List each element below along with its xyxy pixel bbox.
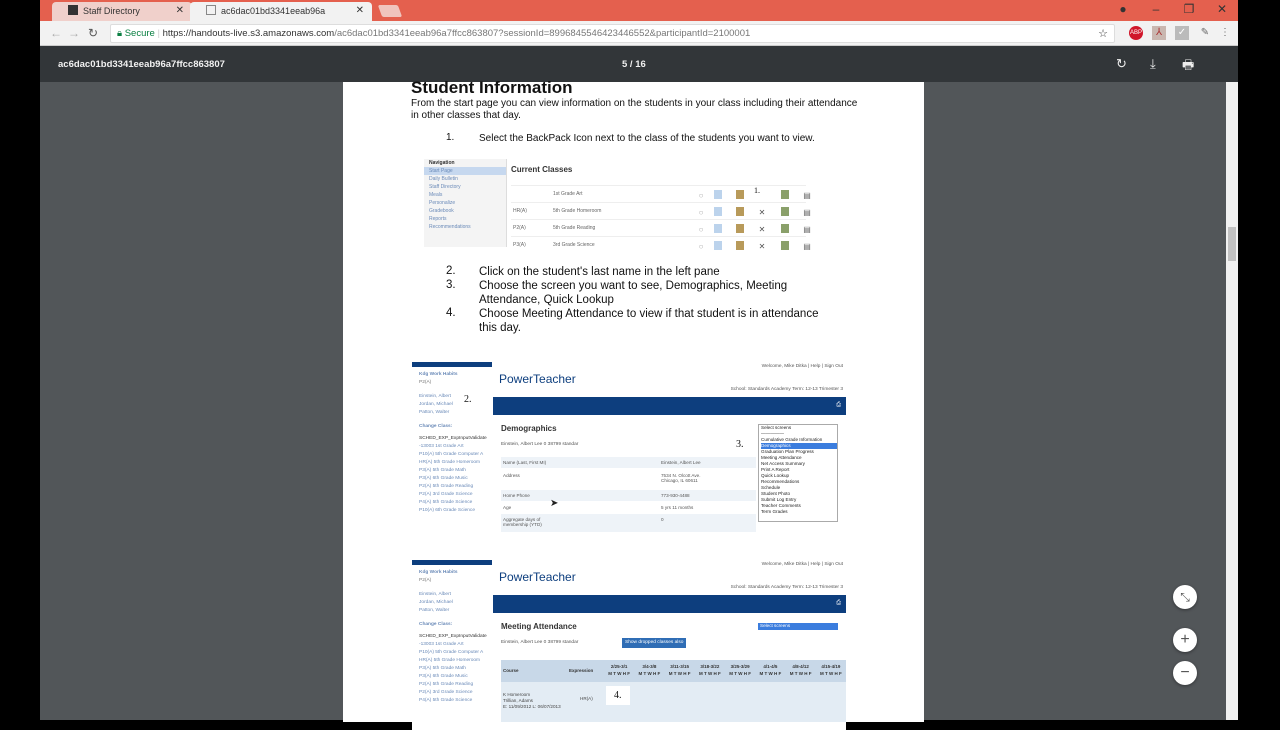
attendance-title: Meeting Attendance: [501, 622, 577, 631]
course-name: K Homeroom: [503, 692, 531, 697]
step-number: 1.: [446, 132, 455, 143]
print-icon: ▤: [803, 242, 811, 251]
nav-header: Navigation: [429, 160, 455, 166]
student-line: Einstein, Albert Lee 0 38799 standar: [501, 640, 579, 645]
class-link: SCHED_EXP_ExpInputValidate: [419, 634, 487, 639]
class-link: P3(A) 6th Grade Music: [419, 674, 468, 679]
radio-icon: ○: [698, 242, 704, 251]
print-icon[interactable]: 🖶︎: [1182, 57, 1195, 72]
week-column: [755, 663, 785, 677]
vertical-scrollbar[interactable]: [1226, 82, 1238, 720]
step-text: Click on the student's last name in the left pane: [479, 266, 720, 278]
pdf-page: [343, 78, 924, 722]
week-label: 4/1-4/5: [763, 664, 778, 669]
close-window-button[interactable]: ✕: [1216, 2, 1228, 16]
row-label: Aggregate days of membership (YTD): [503, 517, 542, 527]
lock-icon: 🔒︎: [117, 28, 123, 39]
page-heading: Student Information: [411, 78, 573, 97]
nav-item: Staff Directory: [429, 184, 461, 190]
radio-icon: ○: [698, 191, 704, 200]
backpack-icon: [736, 207, 744, 216]
nav-item: Start Page: [424, 167, 506, 175]
profile-icon[interactable]: ●: [1119, 2, 1127, 16]
period: P3(A): [513, 242, 526, 248]
student-link: Einstein, Albert: [419, 592, 451, 597]
dropdown-option: Teacher Comments: [761, 503, 801, 508]
dropdown-option: Select screens: [761, 425, 792, 430]
class-period: P2(A): [419, 380, 432, 385]
dropdown-option-selected: Demographics: [761, 443, 837, 449]
radio-icon: ○: [698, 225, 704, 234]
roster-icon: [781, 241, 789, 250]
navigation-panel: [424, 159, 507, 247]
class-link: P2(A) 3rd Grade Science: [419, 492, 473, 497]
meeting-attendance-screenshot: [412, 560, 846, 730]
school-term: School: Standards Academy Term: 12-13 Trimester 3: [730, 387, 843, 392]
weekday-labels: M T W H F: [789, 671, 812, 676]
select-screens-dropdown: Select screens: [758, 623, 838, 630]
dropdown-option: Print A Report: [761, 467, 790, 472]
backpack-icon: [736, 190, 744, 199]
tab-label: ac6dac01bd3341eeab96a: [221, 6, 326, 16]
nav-item: Gradebook: [429, 208, 454, 214]
demo-row: [501, 514, 756, 532]
tab-pdf[interactable]: [190, 2, 372, 21]
class-link: P4(A) 5th Grade Science: [419, 698, 473, 703]
print-icon: ▤: [803, 191, 811, 200]
week-column: [634, 663, 664, 677]
week-column: [604, 663, 634, 677]
class-name: 3rd Grade Science: [553, 242, 595, 248]
class-link: P3(A) 5th Grade Math: [419, 468, 466, 473]
sidebar-bar: [412, 560, 492, 565]
attendance-row: [501, 682, 846, 722]
class-link: P3(A) 6th Grade Music: [419, 476, 468, 481]
col-expression: Expression: [569, 668, 594, 673]
class-period: P2(A): [419, 578, 432, 583]
print-icon: ▤: [803, 208, 811, 217]
row-value: Einstein, Albert Lee: [661, 460, 701, 465]
school-term: School: Standards Academy Term: 12-13 Trimester 3: [730, 585, 843, 590]
weekday-labels: M T W H F: [608, 671, 630, 676]
rotate-icon[interactable]: ↻: [1116, 56, 1127, 71]
demographics-screenshot: [412, 362, 846, 534]
change-class-label: Change Class:: [419, 424, 453, 429]
url-path: /ac6dac01bd3341eeab96a7ffcc863807?sessionId=8996845546423446552&participantId=2100001: [334, 28, 751, 39]
sidebar-bar: [412, 362, 492, 367]
grid-icon: [714, 224, 722, 233]
powerschool-favicon-icon: [68, 5, 78, 15]
step-text: Choose the screen you want to see, Demographics, Meeting Attendance, Quick Lookup: [479, 280, 788, 306]
grid-icon: [714, 207, 722, 216]
pdf-toolbar: [40, 46, 1238, 82]
enroll-dates: E: 11/09/2012 L: 06/07/2013: [503, 704, 561, 709]
page-indicator: 5 / 16: [622, 59, 646, 70]
dropdown-option: Term Grades: [761, 509, 788, 514]
eyedropper-icon[interactable]: ✎: [1200, 27, 1210, 38]
print-icon: ▤: [803, 225, 811, 234]
demo-row: [501, 457, 756, 468]
nav-item: Daily Bulletin: [429, 176, 458, 182]
dropdown-option: Student Photo: [761, 491, 791, 496]
annotation-3: 3.: [736, 439, 744, 450]
tab-staff-directory[interactable]: [52, 2, 192, 21]
class-link: HR(A) 5th Grade Homeroom: [419, 460, 481, 465]
x-icon: ✕: [758, 208, 766, 217]
step-text: Choose Meeting Attendance to view if that student is in attendance this day.: [479, 308, 819, 334]
grid-icon: [714, 241, 722, 250]
dropdown-option: Quick Lookup: [761, 473, 790, 478]
week-column: [695, 663, 725, 677]
row-label: Age: [503, 505, 512, 510]
week-label: 4/8-4/12: [792, 664, 809, 669]
step-number: 2.: [446, 265, 456, 277]
row-label: Name (Last, First MI): [503, 460, 547, 465]
show-dropped-button: Show dropped classes also: [622, 638, 686, 648]
week-label: 3/11-3/15: [670, 664, 690, 669]
week-column: [816, 663, 846, 677]
weekday-labels: M T W H F: [729, 671, 751, 676]
class-link: P10(A) 5th Grade Computer A: [419, 452, 484, 457]
back-icon[interactable]: ←: [50, 26, 62, 40]
class-name: 5th Grade Reading: [553, 225, 596, 231]
week-label: 4/15-4/19: [821, 664, 841, 669]
class-name: 5th Grade Homeroom: [553, 208, 602, 214]
week-label: 3/4-3/8: [642, 664, 657, 669]
close-tab-icon[interactable]: ✕: [355, 5, 364, 16]
student-sidebar: [412, 362, 492, 534]
expression-value: HR(A): [580, 696, 593, 701]
class-link: SCHED_EXP_ExpInputValidate: [419, 436, 487, 441]
scrollbar-thumb[interactable]: [1228, 227, 1236, 261]
bookmark-star-icon[interactable]: ☆: [1098, 28, 1108, 40]
header-band: [493, 595, 846, 613]
maximize-button[interactable]: ❐: [1183, 2, 1195, 16]
weekday-labels: M T W H F: [638, 671, 661, 676]
nav-item: Recommendations: [429, 224, 471, 230]
demo-row: [501, 470, 756, 490]
tab-label: Staff Directory: [83, 6, 140, 16]
student-sidebar: [412, 560, 492, 730]
class-link: -13003 1st Grade Art: [419, 642, 464, 647]
class-link: P4(A) 5th Grade Science: [419, 500, 473, 505]
nav-item: Meals: [429, 192, 443, 198]
row-value: 5 yrs 11 months: [661, 505, 694, 510]
class-link: P2(A) 5th Grade Reading: [419, 682, 474, 687]
dropdown-option: Net Access Summary: [761, 461, 805, 466]
student-line: Einstein, Albert Lee 0 38799 standar: [501, 442, 579, 447]
browser-window: [40, 0, 1238, 720]
student-link: Patton, Walter: [419, 608, 450, 613]
demo-row: [501, 502, 756, 513]
class-link: -13003 1st Grade Art: [419, 444, 464, 449]
nav-item: Reports: [429, 216, 447, 222]
annotation-1: 1.: [754, 186, 760, 195]
weekday-labels: M T W H F: [820, 671, 842, 676]
class-row: [511, 219, 811, 235]
row-label: Home Phone: [503, 493, 530, 498]
url-host: https://handouts-live.s3.amazonaws.com: [162, 28, 335, 39]
forward-icon[interactable]: →: [68, 26, 80, 40]
powerteacher-logo: PowerTeacher: [499, 570, 576, 584]
dropdown-option: —————: [761, 431, 784, 436]
select-screens-dropdown: [758, 424, 838, 522]
period: P2(A): [513, 225, 526, 231]
roster-icon: [781, 207, 789, 216]
intro-paragraph: From the start page you can view information on the students in your class including their attendance in other classes that day.: [411, 98, 858, 121]
change-class-label: Change Class:: [419, 622, 453, 627]
secure-label: Secure: [124, 28, 155, 39]
current-classes-screenshot: [412, 155, 811, 251]
week-label: 2/25-3/1: [610, 664, 628, 669]
roster-icon: [781, 224, 789, 233]
week-column: [665, 663, 695, 677]
student-link: Patton, Walter: [419, 410, 450, 415]
annotation-2: 2.: [464, 394, 472, 405]
class-title: Kdg Work Habits: [419, 570, 458, 575]
minimize-button[interactable]: –: [1152, 2, 1160, 16]
powerteacher-logo: PowerTeacher: [499, 372, 576, 386]
fit-page-button[interactable]: ⤡: [1173, 585, 1197, 609]
week-label: 3/25-3/29: [730, 664, 750, 669]
step-number: 4.: [446, 307, 456, 319]
menu-icon[interactable]: ⋮: [1220, 27, 1230, 38]
row-value: 773-930-4488: [661, 493, 690, 498]
nav-item: Personalize: [429, 200, 456, 206]
address-bar[interactable]: 🔒︎ Secure | https://handouts-live.s3.amazonaws.com/ac6dac01bd3341eeab96a7ffcc863807?sessionId=8996845546423446552&participantId=2100001 ☆: [110, 24, 1115, 43]
attendance-header: [501, 660, 846, 682]
week-label: 3/18-3/22: [700, 664, 720, 669]
header-band: [493, 397, 846, 415]
weekday-labels: M T W H F: [699, 671, 721, 676]
class-link: P10(A) 6th Grade Science: [419, 508, 475, 513]
class-link: HR(A) 5th Grade Homeroom: [419, 658, 481, 663]
annotation-4: 4.: [606, 686, 630, 705]
class-name: 1st Grade Art: [553, 191, 583, 197]
reload-icon[interactable]: ↻: [88, 26, 99, 40]
class-row: [511, 202, 811, 218]
grid-icon: [714, 190, 722, 199]
class-link: P3(A) 5th Grade Math: [419, 666, 466, 671]
address-toolbar: [40, 21, 1238, 46]
dropdown-option: Submit Log Entry: [761, 497, 797, 502]
class-title: Kdg Work Habits: [419, 372, 458, 377]
class-row: [511, 236, 811, 252]
class-link: P10(A) 5th Grade Computer A: [419, 650, 484, 655]
download-icon[interactable]: ⤓: [1150, 56, 1156, 71]
close-tab-icon[interactable]: ✕: [175, 5, 184, 16]
mouse-cursor-icon: ➤: [550, 498, 559, 509]
demo-row: [501, 490, 756, 501]
dropdown-option: Graduation Plan Progress: [761, 449, 814, 454]
teacher-name: Trillian, Adams: [503, 698, 533, 703]
step-text: Select the BackPack Icon next to the class of the students you want to view.: [479, 133, 815, 144]
welcome-text: Welcome, Mike Ditka | Help | Sign Out: [761, 562, 843, 567]
tab-bar: [40, 0, 1238, 21]
checkmark-extension-icon[interactable]: ✓: [1175, 26, 1189, 40]
document-favicon-icon: [206, 5, 216, 15]
class-link: P2(A) 5th Grade Reading: [419, 484, 474, 489]
dropdown-option: Meeting Attendance: [761, 455, 802, 460]
zoom-out-button[interactable]: −: [1173, 661, 1197, 685]
acrobat-icon[interactable]: ⅄: [1152, 26, 1166, 40]
week-columns: [604, 663, 846, 677]
welcome-text: Welcome, Mike Ditka | Help | Sign Out: [761, 364, 843, 369]
backpack-icon: [736, 224, 744, 233]
class-link: P2(A) 3rd Grade Science: [419, 690, 473, 695]
current-classes-title: Current Classes: [511, 165, 573, 174]
row-value: 0: [661, 517, 664, 522]
x-icon: ✕: [758, 225, 766, 234]
new-tab-button[interactable]: [378, 5, 402, 17]
radio-icon: ○: [698, 208, 704, 217]
zoom-in-button[interactable]: +: [1173, 628, 1197, 652]
demographics-title: Demographics: [501, 424, 557, 433]
class-row: [511, 185, 811, 201]
dropdown-option: Cumulative Grade Information: [761, 437, 823, 442]
x-icon: ✕: [758, 242, 766, 251]
week-column: [725, 663, 755, 677]
row-label: Address: [503, 473, 520, 478]
col-course: Course: [503, 668, 519, 673]
dropdown-option: Schedule: [761, 485, 781, 490]
step-number: 3.: [446, 279, 456, 291]
student-link: Jordan, Michael: [419, 600, 453, 605]
student-link: Jordan, Michael: [419, 402, 453, 407]
row-value: 7534 N. Olcott Ave. Chicago, IL 60611: [661, 473, 701, 483]
roster-icon: [781, 190, 789, 199]
dropdown-option: Recommendations: [761, 479, 800, 484]
document-title: ac6dac01bd3341eeab96a7ffcc863807: [58, 59, 225, 70]
week-column: [786, 663, 816, 677]
adblock-icon[interactable]: ABP: [1129, 26, 1143, 40]
student-link: Einstein, Albert: [419, 394, 451, 399]
print-icon: ⎙: [836, 600, 841, 606]
weekday-labels: M T W H F: [759, 671, 782, 676]
print-icon: ⎙: [836, 402, 841, 408]
backpack-icon: [736, 241, 744, 250]
period: HR(A): [513, 208, 527, 214]
weekday-labels: M T W H F: [668, 671, 691, 676]
